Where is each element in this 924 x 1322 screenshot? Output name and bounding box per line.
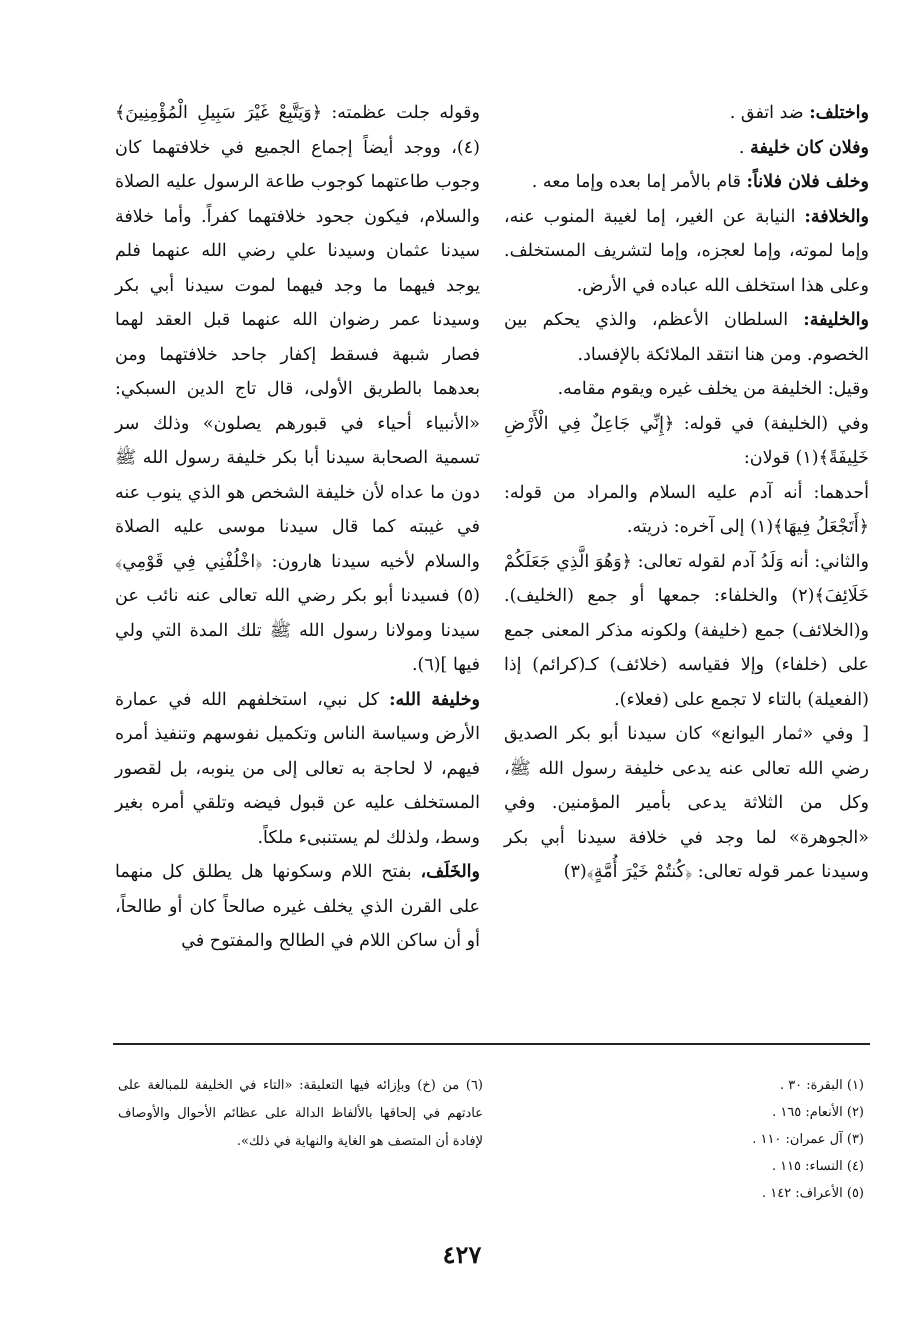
footnote-divider	[113, 1043, 870, 1045]
paragraph	[115, 855, 480, 959]
footnote-left	[118, 1072, 483, 1156]
left-column	[115, 96, 480, 959]
paragraph	[504, 407, 869, 476]
definition: والثاني: أنه وَلَدُ آدم لقوله تعالى: ﴿وَهُوَ الَّذِي جَعَلَكُمْ خَلَائِفَ﴾(٢) والخلفاء: جمعها أو جمع (الخليف). و(الخلائف) جمع (خليفة) ولكونه مذكر المعنى جمع على (خلفاء) وإلا فقياسه (خلائف) كـ(كرائم) إذا (الفعيلة) بالتاء لا تجمع على (فعلاء).	[504, 551, 869, 710]
definition: وفي (الخليفة) في قوله: ﴿إِنِّي جَاعِلٌ فِي الْأَرْضِ خَلِيفَةً﴾(١) قولان:	[504, 413, 869, 468]
paragraph	[504, 372, 869, 407]
paragraph	[115, 683, 480, 856]
paragraph	[504, 165, 869, 200]
page-number: ٤٢٧	[442, 1240, 482, 1269]
definition: النيابة عن الغير، إما لغيبة المنوب عنه، وإما لموته، وإما لعجزه، وإما لتشريف المستخلف. وعلى هذا استخلف الله عباده في الأرض.	[504, 206, 869, 296]
paragraph	[504, 131, 869, 166]
paragraph	[504, 303, 869, 372]
term: وخليفة الله:	[389, 689, 480, 710]
footnote: (٤) النساء: ١١٥ .	[771, 1159, 864, 1174]
footnote: (١) البقرة: ٣٠ .	[779, 1078, 864, 1093]
definition: .	[738, 137, 751, 158]
footnote: (٥) الأعراف: ١٤٢ .	[761, 1186, 864, 1201]
definition: السلطان الأعظم، والذي يحكم بين الخصوم. ومن هنا انتقد الملائكة بالإفساد.	[504, 310, 869, 365]
term: وخلف فلان فلاناً:	[746, 172, 869, 192]
definition: [ وفي «ثمار اليوانع» كان سيدنا أبو بكر الصديق رضي الله تعالى عنه يدعى خليفة رسول الله ﷺ، وكل من الثلاثة يدعى بأمير المؤمنين. وفي «الجوهرة» لما وجد في خلافة سيدنا أبي بكر وسيدنا عمر قوله تعالى: ﴿كُنتُمْ خَيْرَ أُمَّةٍ﴾(٣)	[504, 724, 869, 882]
paragraph	[504, 200, 869, 304]
term: والخَلَف،	[420, 862, 480, 882]
paragraph	[504, 545, 869, 718]
paragraph	[504, 96, 869, 131]
definition: وقوله جلت عظمته: ﴿وَيَتَّبِعْ غَيْرَ سَبِيلِ الْمُؤْمِنِينَ﴾(٤)، ووجد أيضاً إجماع الجميع في خلافتهما كان وجوب طاعتهما كوجوب طاعة الرسول عليه الصلاة والسلام، فيكون جحود خلافتهما كفراً. وأما خلافة سيدنا عثمان وسيدنا علي رضي الله عنهما فلم يوجد فيهما ما وجد فيهما لموت سيدنا أبي بكر وسيدنا عمر رضوان الله عنهما قبل العقد لهما فصار شبهة فسقط إكفار جاحد خلافتهما ومن بعدهما بالطريق الأولى، قال تاج الدين السبكي: «الأنبياء أحياء في قبورهم يصلون» وذلك سر تسمية الصحابة سيدنا أبا بكر خليفة رسول الله ﷺ دون ما عداه لأن خليفة الشخص هو الذي ينوب عنه في غيبته كما قال سيدنا موسى عليه الصلاة والسلام لأخيه سيدنا هارون: ﴿اخْلُفْنِي فِي قَوْمِي﴾(٥) فسيدنا أبو بكر رضي الله تعالى عنه نائب عن سيدنا ومولانا رسول الله ﷺ تلك المدة التي ولي فيها ](٦).	[115, 103, 480, 675]
term: والخليفة:	[803, 310, 869, 330]
footnote: (٦) من (خ) وبإزائه فيها التعليقة: «التاء في الخليفة للمبالغة على عادتهم في إلحاقها بالألفاظ الدالة على عظائم الأحوال والأوصاف لإفادة أن المتصف هو الغاية والنهاية في ذلك».	[118, 1078, 483, 1149]
definition: ضد اتفق .	[729, 103, 810, 123]
definition: قام بالأمر إما بعده وإما معه .	[531, 172, 747, 192]
footnote: (٣) آل عمران: ١١٠ .	[752, 1132, 864, 1147]
paragraph	[504, 717, 869, 890]
definition: كل نبي، استخلفهم الله في عمارة الأرض وسياسة الناس وتكميل نفوسهم وتنفيذ أمره فيهم، لا لحاجة به تعالى إلى من ينوبه، بل لقصور المستخلف عليه عن قبول فيضه وتلقي أمره بغير وسط، ولذلك لم يستنبىء ملكاً.	[115, 689, 480, 848]
definition: وقيل: الخليفة من يخلف غيره ويقوم مقامه.	[557, 379, 869, 399]
definition: بفتح اللام وسكونها هل يطلق كل منهما على القرن الذي يخلف غيره صالحاً كان أو طالحاً، أو أن ساكن اللام في الطالح والمفتوح في	[115, 862, 480, 951]
paragraph	[115, 96, 480, 683]
term: واختلف:	[809, 103, 869, 123]
footnote: (٢) الأنعام: ١٦٥ .	[772, 1105, 864, 1120]
definition: أحدهما: أنه آدم عليه السلام والمراد من قوله: ﴿أَتَجْعَلُ فِيهَا﴾(١) إلى آخره: ذريته.	[504, 482, 869, 537]
term: وفلان كان خليفة	[750, 137, 869, 158]
footnotes-right	[534, 1072, 864, 1207]
paragraph	[504, 476, 869, 545]
term: والخلافة:	[804, 206, 869, 227]
right-column	[504, 96, 869, 890]
